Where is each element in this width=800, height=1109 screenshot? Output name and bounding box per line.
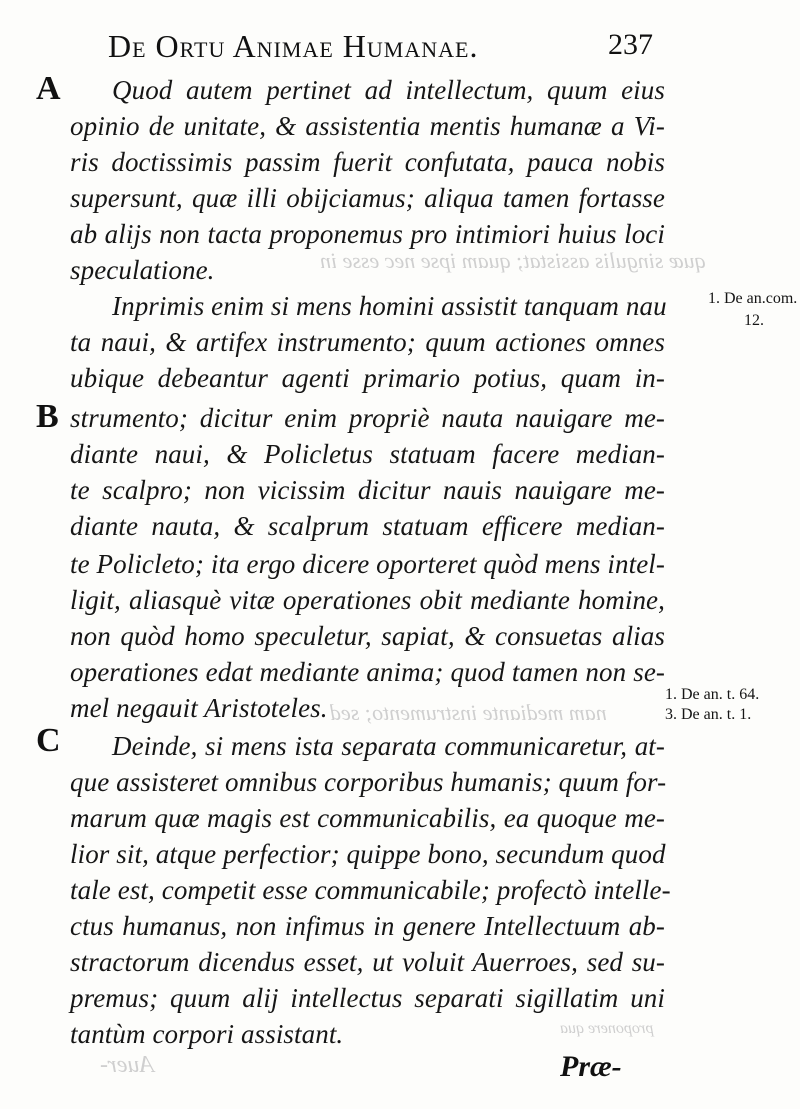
text-line: opinio de unitate, & assistentia mentis humanæ a Vi- <box>70 111 665 141</box>
bleed-through-text-top: quæ singulis assistat; quam ipse nec esse in <box>320 248 706 273</box>
margin-note: 1. De an.com. <box>708 290 798 307</box>
bleed-through-text-middle: nam mediante instrumento; sed <box>330 700 607 725</box>
running-title: De Ortu Animae Humanae. <box>108 28 479 64</box>
text-line: premus; quum alij intellectus separati sigillatim uni <box>70 983 665 1013</box>
text-line: Inprimis enim si mens homini assistit tanquam nau <box>112 291 667 321</box>
text-line: diante naui, & Policletus statuam facere median- <box>70 439 665 469</box>
text-line: diante nauta, & scalprum statuam efficere median- <box>70 511 665 541</box>
text-line: tale est, competit esse communicabile; profectò intelle- <box>70 875 671 905</box>
text-line: speculatione. <box>70 255 215 285</box>
text-line: te Policleto; ita ergo dicere oporteret quòd mens intel- <box>70 549 665 579</box>
text-line: ligit, aliasquè vitæ operationes obit mediante homine, <box>70 585 665 615</box>
text-line: que assisteret omnibus corporibus humanis; quum for- <box>70 767 667 797</box>
text-line: lior sit, atque perfectior; quippe bono, secundum quod <box>70 839 666 869</box>
margin-note: 1. De an. t. 64. <box>665 686 760 703</box>
text-line: operationes edat mediante anima; quod tamen non se- <box>70 657 665 687</box>
page-number: 237 <box>608 28 653 61</box>
text-line: tantùm corpori assistant. <box>70 1019 344 1049</box>
bleed-through-text-small: proponere qua <box>560 1020 654 1037</box>
text-line: ris doctissimis passim fuerit confutata, pauca nobis <box>70 147 665 177</box>
text-line: non quòd homo speculetur, sapiat, & consuetas alias <box>70 621 665 651</box>
catchword: Præ- <box>560 1050 622 1083</box>
text-line: stractorum dicendus esset, ut voluit Auerroes, sed su- <box>70 947 665 977</box>
text-line: te scalpro; non vicissim dicitur nauis nauigare me- <box>70 475 665 505</box>
text-line: ta naui, & artifex instrumento; quum actiones omnes <box>70 327 665 357</box>
text-line: marum quæ magis est communicabilis, ea quoque me- <box>70 803 665 833</box>
section-marker-a: A <box>36 70 61 107</box>
text-line: ab alijs non tacta proponemus pro intimiori huius loci <box>70 219 665 249</box>
margin-note: 12. <box>744 312 764 329</box>
text-line: strumento; dicitur enim propriè nauta nauigare me- <box>70 403 665 433</box>
section-marker-c: C <box>36 722 61 759</box>
text-line: ubique debeantur agenti primario potius, quam in- <box>70 363 665 393</box>
margin-note: 3. De an. t. 1. <box>665 706 752 723</box>
text-line: Deinde, si mens ista separata communicaretur, at- <box>112 731 665 761</box>
bleed-through-text-bottom: Auer- <box>100 1052 155 1078</box>
text-line: supersunt, quæ illi obijciamus; aliqua tamen fortasse <box>70 183 665 213</box>
section-marker-b: B <box>36 398 59 435</box>
text-line: Quod autem pertinet ad intellectum, quum eius <box>112 75 665 105</box>
text-line: ctus humanus, non infimus in genere Intellectuum ab- <box>70 911 665 941</box>
text-line: mel negauit Aristoteles. <box>70 693 328 723</box>
